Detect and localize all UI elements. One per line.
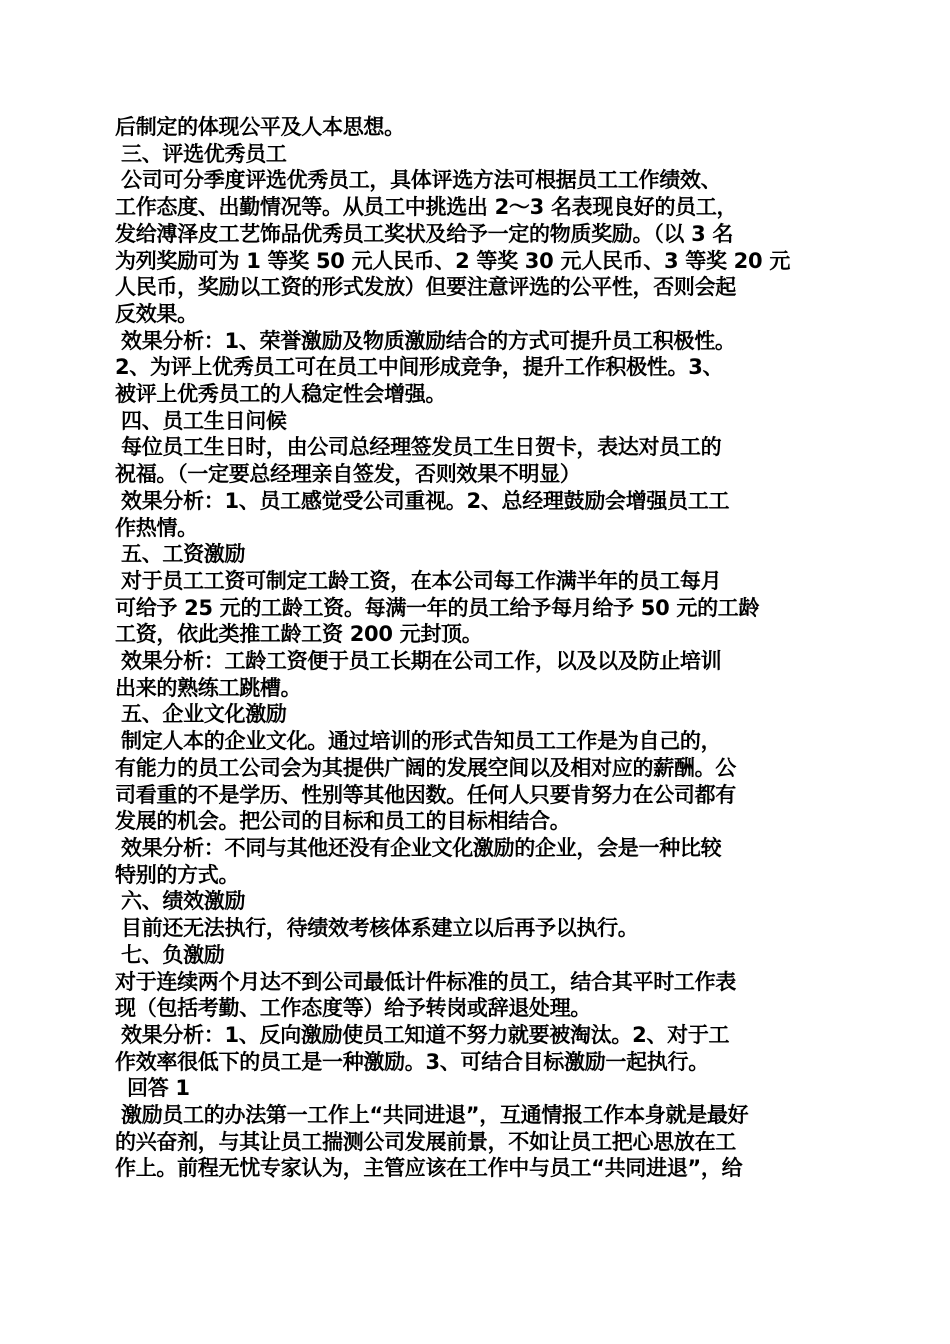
text-line: 回答 1 (127, 1076, 190, 1101)
text-line: 三、评选优秀员工 (121, 141, 287, 166)
text-line: 人民币，奖励以工资的形式发放）但要注意评选的公平性，否则会起 (115, 275, 736, 300)
text-line: 七、负激励 (121, 942, 225, 967)
text-line: 目前还无法执行，待绩效考核体系建立以后再予以执行。 (121, 916, 639, 941)
text-line: 制定人本的企业文化。通过培训的形式告知员工工作是为自己的， (121, 729, 722, 754)
text-line: 可给予 25 元的工龄工资。每满一年的员工给予每月给予 50 元的工龄 (115, 595, 760, 620)
text-line: 工作态度、出勤情况等。从员工中挑选出 2～3 名表现良好的员工， (115, 195, 738, 220)
text-line: 对于连续两个月达不到公司最低计件标准的员工，结合其平时工作表 (115, 969, 736, 994)
text-line: 发展的机会。把公司的目标和员工的目标相结合。 (115, 809, 571, 834)
text-line: 激励员工的办法第一工作上“共同进退”，互通情报工作本身就是最好 (121, 1103, 749, 1128)
document-page (115, 114, 837, 1182)
text-line: 效果分析：1、反向激励使员工知道不努力就要被淘汰。2、对于工 (121, 1022, 730, 1047)
text-line: 作热情。 (115, 515, 198, 540)
text-line: 被评上优秀员工的人稳定性会增强。 (115, 382, 447, 407)
text-line: 反效果。 (115, 301, 198, 326)
text-line: 效果分析：不同与其他还没有企业文化激励的企业，会是一种比较 (121, 835, 722, 860)
text-line: 现（包括考勤、工作态度等）给予转岗或辞退处理。 (115, 996, 592, 1021)
text-line: 祝福。（一定要总经理亲自签发，否则效果不明显） (115, 462, 581, 487)
text-line: 作上。前程无忧专家认为，主管应该在工作中与员工“共同进退”，给 (115, 1156, 743, 1181)
text-line: 2、为评上优秀员工可在员工中间形成竞争，提升工作积极性。3、 (115, 355, 724, 380)
text-line: 效果分析：工龄工资便于员工长期在公司工作，以及以及防止培训 (121, 649, 722, 674)
text-line: 效果分析：1、员工感觉受公司重视。2、总经理鼓励会增强员工工 (121, 488, 730, 513)
text-line: 发给溥泽皮工艺饰品优秀员工奖状及给予一定的物质奖励。（以 3 名 (115, 221, 734, 246)
text-line: 五、工资激励 (121, 542, 246, 567)
text-line: 工资，依此类推工龄工资 200 元封顶。 (115, 622, 483, 647)
text-line: 五、企业文化激励 (121, 702, 287, 727)
text-line: 有能力的员工公司会为其提供广阔的发展空间以及相对应的薪酬。公 (115, 755, 736, 780)
text-line: 每位员工生日时，由公司总经理签发员工生日贺卡，表达对员工的 (121, 435, 722, 460)
text-line: 司看重的不是学历、性别等其他因数。任何人只要肯努力在公司都有 (115, 782, 736, 807)
text-line: 对于员工工资可制定工龄工资，在本公司每工作满半年的员工每月 (121, 568, 722, 593)
text-line: 公司可分季度评选优秀员工，具体评选方法可根据员工工作绩效、 (121, 168, 722, 193)
text-line: 出来的熟练工跳槽。 (115, 675, 302, 700)
text-line: 后制定的体现公平及人本思想。 (115, 115, 405, 139)
text-line: 特别的方式。 (115, 862, 240, 887)
text-line: 作效率很低下的员工是一种激励。3、可结合目标激励一起执行。 (115, 1049, 709, 1074)
text-line: 的兴奋剂，与其让员工揣测公司发展前景，不如让员工把心思放在工 (115, 1129, 736, 1154)
text-line: 效果分析：1、荣誉激励及物质激励结合的方式可提升员工积极性。 (121, 328, 736, 353)
text-line: 为列奖励可为 1 等奖 50 元人民币、2 等奖 30 元人民币、3 等奖 20 元 (115, 248, 791, 273)
text-line: 四、员工生日问候 (121, 408, 287, 433)
text-line: 六、绩效激励 (121, 889, 246, 914)
